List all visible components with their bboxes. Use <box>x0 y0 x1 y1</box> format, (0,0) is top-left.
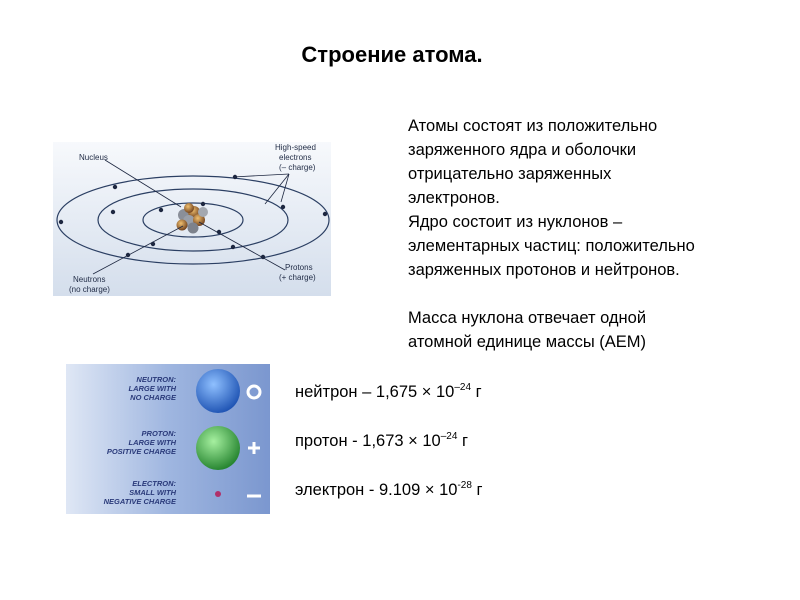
nucleus-label: Nucleus <box>79 153 108 162</box>
proton-mass <box>295 431 468 451</box>
text-label: × 10 <box>417 383 455 401</box>
text-line: Ядро состоит из нуклонов – <box>408 213 623 231</box>
text-label: электрон <box>295 481 365 499</box>
atom-diagram <box>53 142 331 296</box>
text-label: NEUTRON: <box>136 375 176 384</box>
text-label: ELECTRON: <box>132 479 176 488</box>
neutrons-label: Neutrons <box>73 275 106 284</box>
neutron-mass <box>295 382 482 402</box>
text-label: (– charge) <box>279 163 316 172</box>
text-label: г <box>471 481 483 499</box>
text-line: атомной единице массы (АЕМ) <box>408 333 647 351</box>
proton-sphere <box>196 426 240 470</box>
electron-dot <box>323 212 327 216</box>
electron-dot <box>159 208 163 212</box>
text-label: NEGATIVE CHARGE <box>103 497 176 506</box>
text-label: SMALL WITH <box>129 488 176 497</box>
text-label: × 10 <box>403 432 441 450</box>
slide-title: Строение атома. <box>301 42 483 67</box>
text-label: (no charge) <box>69 285 110 294</box>
text-label: –24 <box>440 431 458 442</box>
text-label: electrons <box>279 153 312 162</box>
neutron-sphere <box>196 369 240 413</box>
text-label: LARGE WITH <box>128 438 176 447</box>
electron-dot <box>231 245 235 249</box>
text-line: Масса нуклона отвечает одной <box>408 309 647 327</box>
electron-dot <box>281 205 285 209</box>
text-label: - <box>347 432 363 450</box>
particle-panel <box>66 364 270 514</box>
text-line: Атомы состоят из положительно <box>408 117 658 135</box>
text-label: –24 <box>454 382 472 393</box>
electrons-label: High-speed <box>275 143 316 152</box>
electron-dot <box>111 210 115 214</box>
text-label: PROTON: <box>141 429 176 438</box>
electron-dot <box>201 202 205 206</box>
text-line: электронов. <box>408 189 500 207</box>
text-label: -28 <box>457 480 472 491</box>
text-label: LARGE WITH <box>128 384 176 393</box>
text-label: POSITIVE CHARGE <box>106 447 176 456</box>
text-line: элементарных частиц: положительно <box>408 237 695 255</box>
text-label: (+ charge) <box>279 273 316 282</box>
text-label: 1,673 <box>362 432 404 450</box>
electron-dot <box>113 185 117 189</box>
electron-dot <box>59 220 63 224</box>
text-line: заряженных протонов и нейтронов. <box>408 261 680 279</box>
text-label: NO CHARGE <box>130 393 176 402</box>
text-label: 9.109 <box>378 481 421 499</box>
text-label: - <box>364 481 379 499</box>
text-label: нейтрон <box>295 383 358 401</box>
text-line: заряженного ядра и оболочки <box>408 141 637 159</box>
text-label: 1,675 <box>375 383 418 401</box>
description-text <box>408 114 778 354</box>
text-label: г <box>471 383 482 401</box>
text-label: × 10 <box>420 481 458 499</box>
text-line: отрицательно заряженных <box>408 165 612 183</box>
electron-sphere <box>215 491 221 497</box>
text-label: – <box>357 383 376 401</box>
text-label: протон <box>295 432 348 450</box>
electron-mass <box>295 480 483 500</box>
protons-label: Protons <box>285 263 313 272</box>
text-label: г <box>457 432 469 450</box>
